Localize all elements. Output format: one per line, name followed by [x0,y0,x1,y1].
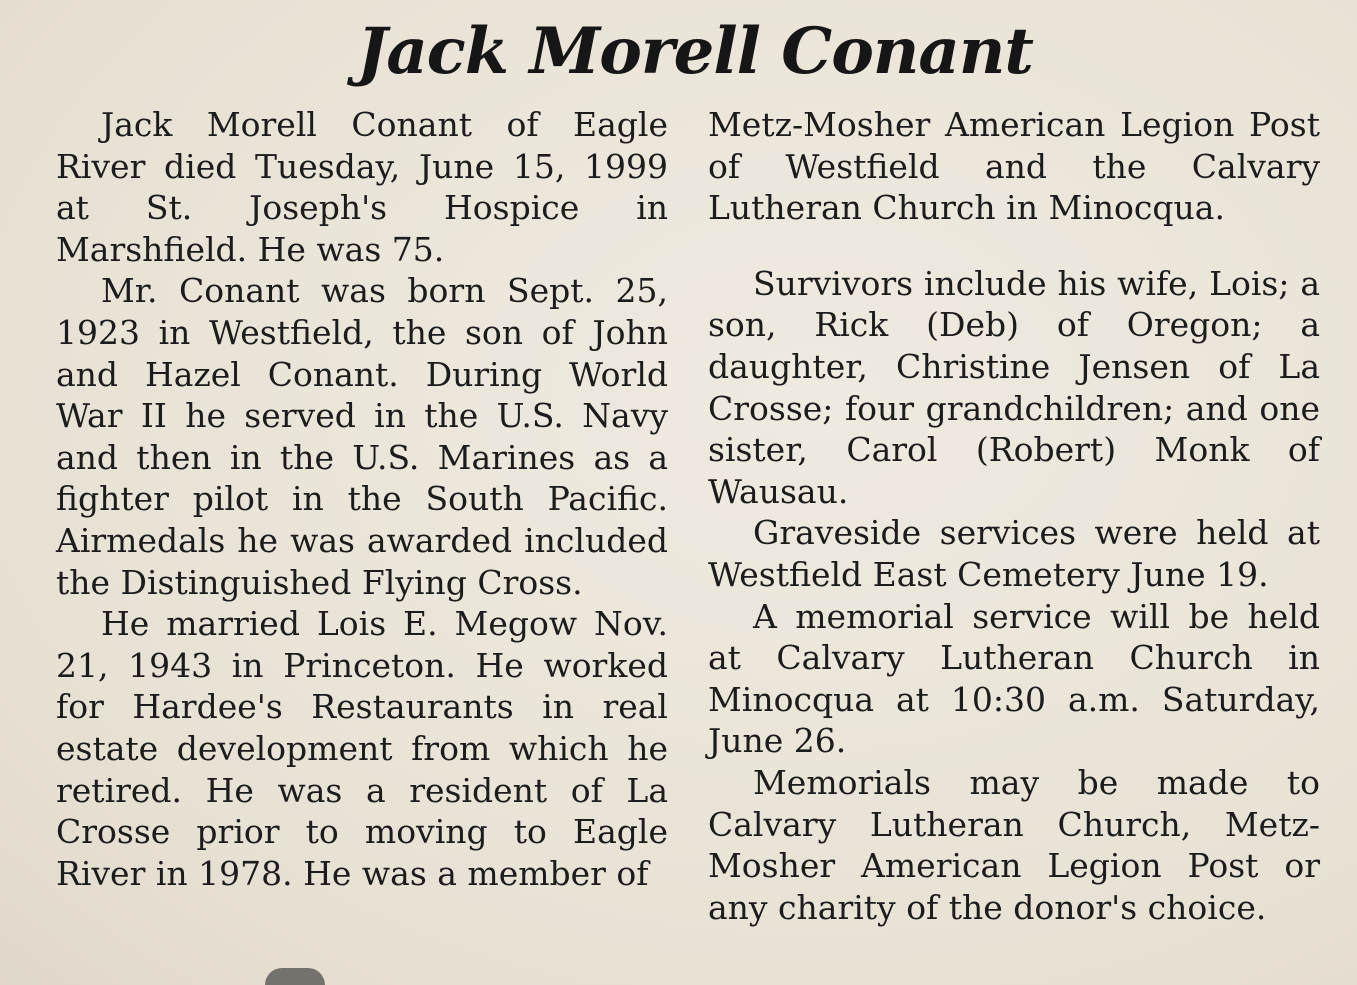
paragraph-biography: Mr. Conant was born Sept. 25, 1923 in Westfield, the son of John and Hazel Conant. During World War II he served in the U.S. Navy and then in the U.S. Marines as a fighter pilot in the South Pacific. Airmedals he was awarded included the Distinguished Flying Cross. [56,271,668,602]
left-column [56,104,668,894]
paragraph-graveside-services: Graveside services were held at Westfield East Cemetery June 19. [708,513,1320,594]
obituary-title: Jack Morell Conant [357,14,1033,89]
paragraph-memorial-service: A memorial service will be held at Calvary Lutheran Church in Minocqua at 10:30 a.m. Saturday, June 26. [708,596,1320,761]
paragraph-death-notice: Jack Morell Conant of Eagle River died Tuesday, June 15, 1999 at St. Joseph's Hospice in Marshfield. He was 75. [56,105,668,269]
paragraph-survivors: Survivors include his wife, Lois; a son, Rick (Deb) of Oregon; a daughter, Christine Jensen of La Crosse; four grandchildren; and one sister, Carol (Robert) Monk of Wausau. [708,263,1320,511]
next-article-fragment [265,968,325,985]
paragraph-memorials: Memorials may be made to Calvary Lutheran Church, Metz-Mosher American Legion Post or any charity of the donor's choice. [708,762,1320,927]
right-column [708,104,1320,928]
paragraph-memberships-continued: Metz-Mosher American Legion Post of Westfield and the Calvary Lutheran Church in Minocqua. [708,105,1320,228]
paragraph-marriage-career: He married Lois E. Megow Nov. 21, 1943 in Princeton. He worked for Hardee's Restaurants in real estate development from which he retired. He was a resident of La Crosse prior to moving to Eagle River in 1978. He was a member of [56,604,668,893]
